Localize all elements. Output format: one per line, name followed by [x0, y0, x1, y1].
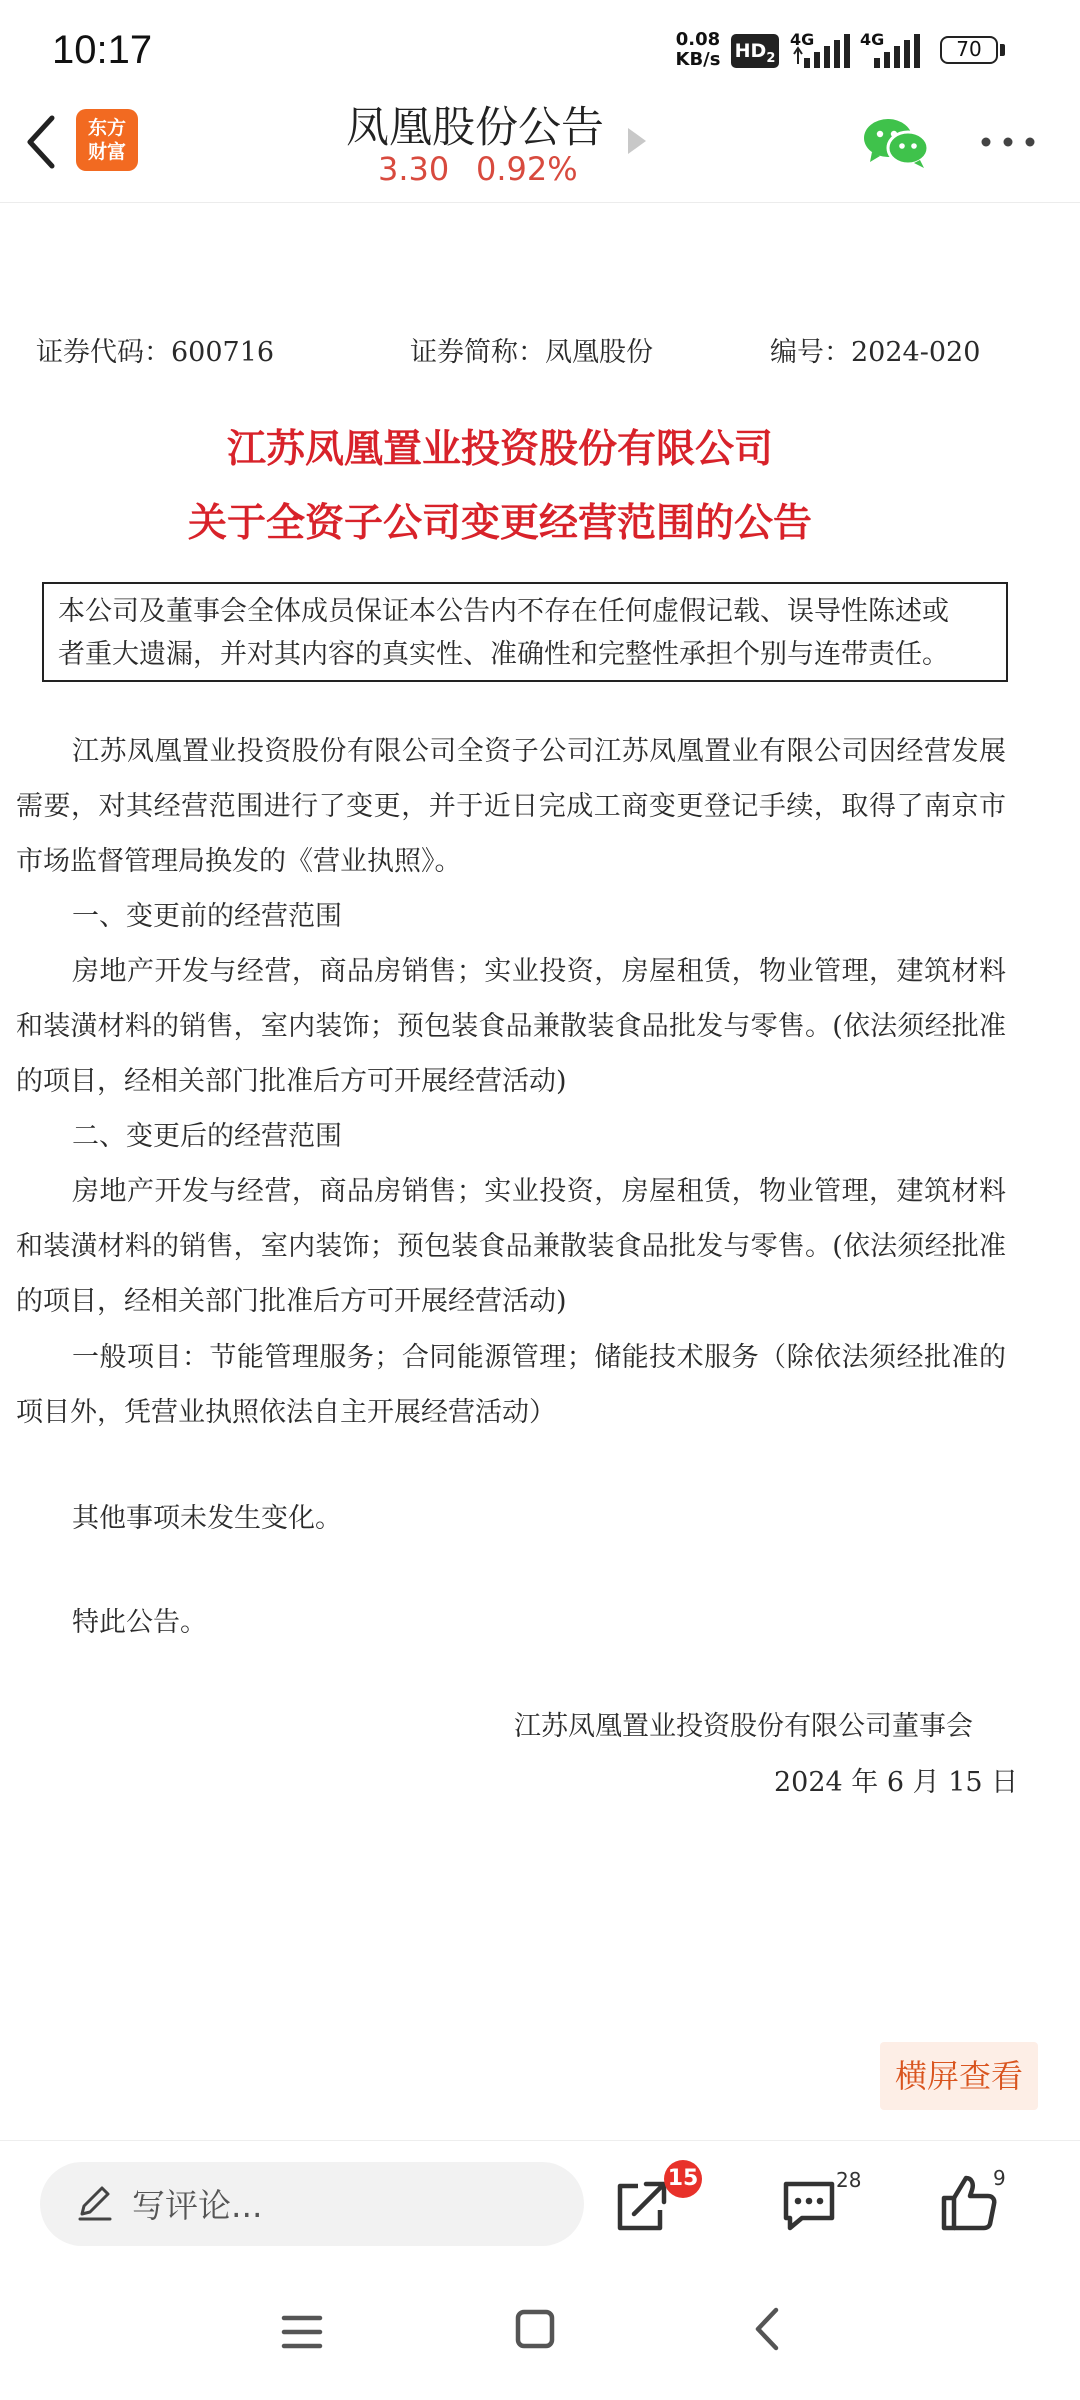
section2-body: 房地产开发与经营，商品房销售；实业投资，房屋租赁，物业管理，建筑材料和装潢材料的销售，室内装饰；预包装食品兼散装食品批发与零售。(依法须经批准的项目，经相关部门批准后方可开展经营活动)	[16, 1176, 1006, 1317]
signature: 江苏凤凰置业投资股份有限公司董事会	[514, 1711, 973, 1742]
wechat-share-icon[interactable]	[862, 116, 930, 168]
battery-tip	[1000, 44, 1005, 56]
logo-line-2: 财富	[87, 141, 126, 163]
bottom-bar-divider	[0, 2140, 1080, 2141]
security-code: 证券代码：600716	[36, 337, 275, 368]
comment-placeholder[interactable]: 写评论...	[132, 2186, 263, 2225]
other-matters: 其他事项未发生变化。	[72, 1503, 342, 1534]
status-time: 10:17	[52, 28, 153, 72]
logo-line-1: 东方	[87, 117, 126, 139]
like-count: 9	[993, 2166, 1006, 2190]
signal-icon-1	[790, 34, 856, 68]
general-items-paragraph: 一般项目：节能管理服务；合同能源管理；储能技术服务（除依法须经批准的项目外，凭营业执照依法自主开展经营活动）	[16, 1342, 1006, 1428]
page-title: 凤凰股份公告	[346, 103, 604, 153]
nav-back-icon[interactable]	[752, 2306, 782, 2352]
battery-icon	[940, 36, 998, 64]
section2-heading: 二、变更后的经营范围	[72, 1121, 342, 1152]
doc-title-line-2: 关于全资子公司变更经营范围的公告	[187, 500, 812, 546]
security-abbreviation: 证券简称：凤凰股份	[410, 337, 653, 368]
hd-label: HD	[734, 40, 767, 62]
landscape-view-button[interactable]: 横屏查看	[880, 2042, 1038, 2110]
stock-change-percent: 0.92%	[476, 150, 578, 188]
disclaimer-line-2: 者重大遗漏，并对其内容的真实性、准确性和完整性承担个别与连带责任。	[58, 639, 949, 670]
announcement-date: 2024 年 6 月 15 日	[774, 1767, 1019, 1798]
network-speed-value: 0.08	[675, 29, 721, 50]
network-speed	[672, 30, 724, 70]
comment-icon[interactable]	[780, 2178, 838, 2234]
hd-voice-icon	[731, 34, 779, 68]
comment-count: 28	[836, 2168, 862, 2192]
app-logo[interactable]	[76, 109, 138, 171]
closing-announcement: 特此公告。	[72, 1607, 207, 1638]
header-divider	[0, 202, 1080, 203]
stock-price: 3.30	[378, 150, 450, 188]
thumbs-up-icon[interactable]	[940, 2172, 998, 2232]
doc-title-line-1: 江苏凤凰置业投资股份有限公司	[226, 426, 773, 472]
section1-body: 房地产开发与经营，商品房销售；实业投资，房屋租赁，物业管理，建筑材料和装潢材料的销售，室内装饰；预包装食品兼散装食品批发与零售。(依法须经批准的项目，经相关部门批准后方可开展经营活动)	[16, 956, 1006, 1097]
comment-input[interactable]	[40, 2162, 584, 2246]
network-type-1: 4G	[790, 30, 815, 49]
announcement-number: 编号：2024-020	[770, 337, 981, 368]
nav-home-icon[interactable]	[514, 2308, 556, 2350]
share-icon[interactable]	[612, 2178, 672, 2234]
section1-heading: 一、变更前的经营范围	[72, 901, 342, 932]
back-arrow-icon[interactable]	[20, 112, 60, 172]
play-triangle-icon[interactable]	[628, 128, 646, 154]
disclaimer-line-1: 本公司及董事会全体成员保证本公告内不存在任何虚假记载、误导性陈述或	[58, 596, 949, 627]
signal-icon-2	[860, 34, 926, 68]
network-speed-unit: KB/s	[675, 49, 721, 70]
more-options-icon[interactable]	[980, 132, 1036, 152]
disclaimer-box	[42, 582, 1008, 682]
battery-level: 70	[956, 37, 982, 61]
hd-sub: 2	[766, 50, 776, 66]
pencil-icon	[76, 2184, 114, 2222]
share-badge: 15	[664, 2160, 702, 2198]
intro-paragraph: 江苏凤凰置业投资股份有限公司全资子公司江苏凤凰置业有限公司因经营发展需要，对其经营范围进行了变更，并于近日完成工商变更登记手续，取得了南京市市场监督管理局换发的《营业执照》。	[16, 736, 1006, 877]
nav-menu-icon[interactable]	[280, 2312, 324, 2352]
network-type-2: 4G	[860, 30, 885, 49]
